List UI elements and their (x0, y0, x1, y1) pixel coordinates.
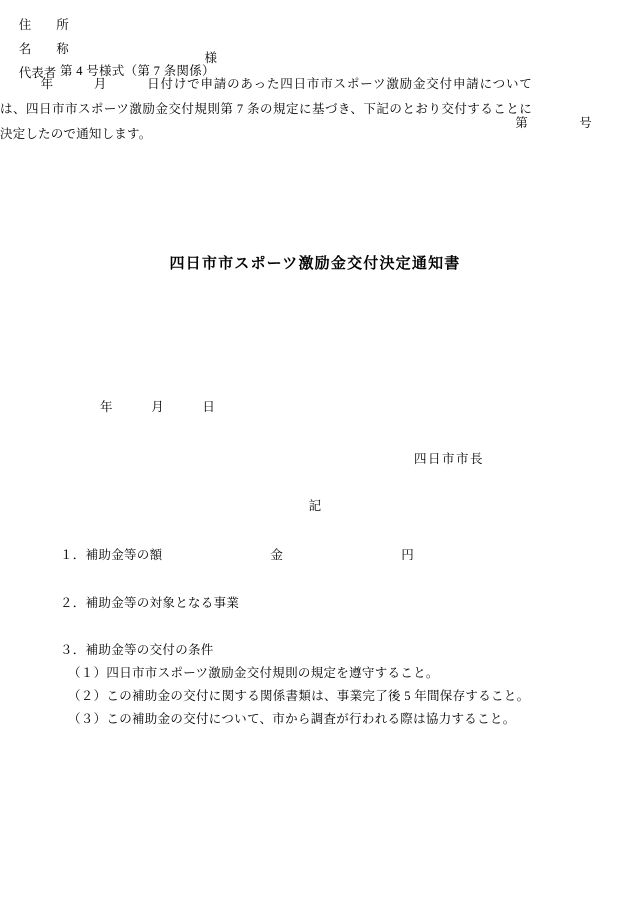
item-1-label: １．補助金等の額 (60, 548, 163, 562)
item-2: ２．補助金等の対象となる事業 (60, 596, 240, 610)
body-paragraph (0, 72, 532, 147)
condition-3: （３）この補助金の交付について、市から調査が行われる際は協力すること。 (68, 712, 516, 726)
recipient-address-label: 住 所 (18, 18, 69, 32)
recipient-name-row (0, 24, 217, 56)
form-number: 第 4 号様式（第 7 条関係） (60, 64, 215, 78)
condition-1: （１）四日市市スポーツ激励金交付規則の規定を遵守すること。 (68, 666, 439, 680)
recipient-representative-label: 代表者 (18, 66, 57, 80)
item-1-currency: 金 (270, 548, 284, 562)
item-1 (60, 546, 414, 565)
recipient-block (0, 0, 217, 80)
issue-date-line: 年 月 日 (100, 400, 216, 414)
recipient-honorific: 様 (204, 51, 217, 65)
document-number: 第 号 (515, 116, 592, 130)
recipient-address-row (0, 0, 217, 32)
signer-name: 四日市市長 (413, 452, 484, 466)
condition-2: （２）この補助金の交付に関する関係書類は、事業完了後 5 年間保存すること。 (68, 689, 530, 703)
recipient-representative-row (0, 48, 217, 80)
recipient-name-label: 名 称 (18, 42, 69, 56)
ki-marker: 記 (308, 499, 322, 513)
item-3: ３．補助金等の交付の条件 (60, 643, 214, 657)
document-title: 四日市市スポーツ激励金交付決定通知書 (169, 256, 461, 272)
body-text: 年 月 日付けで申請のあった四日市市スポーツ激励金交付申請については、四日市市スポーツ激励金交付規則第 7 条の規定に基づき、下記のとおり交付することに決定したので通知します。 (0, 77, 532, 141)
item-1-unit: 円 (401, 548, 415, 562)
